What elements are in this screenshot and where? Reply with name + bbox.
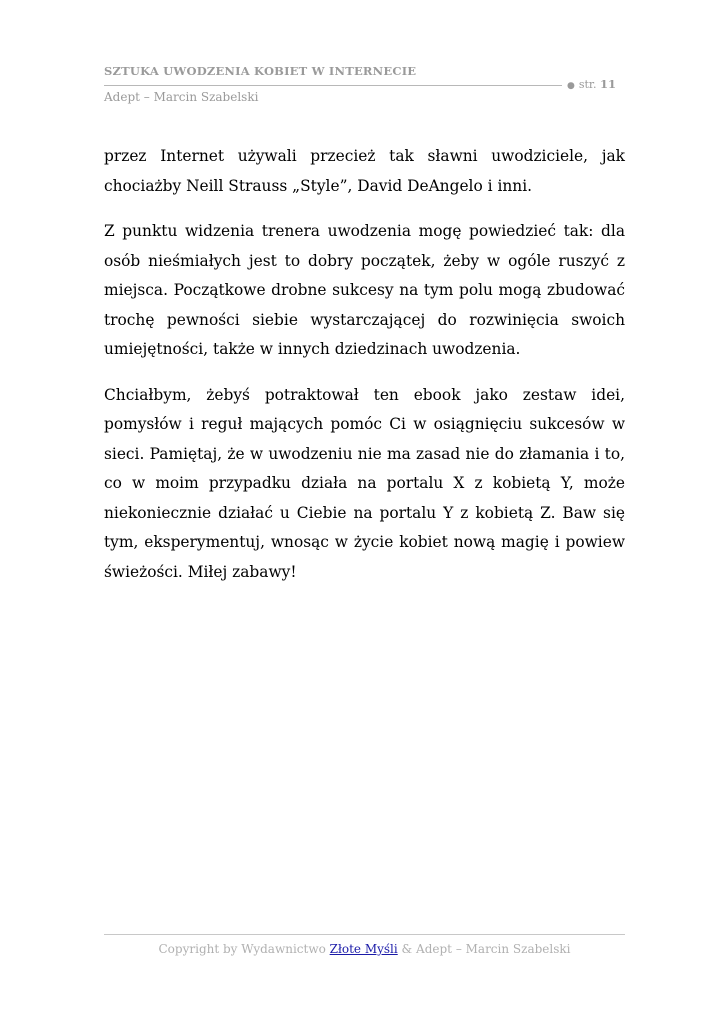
body-paragraph: Chciałbym, żebyś potraktował ten ebook jako zestaw idei, pomysłów i reguł mających pomóc Ci w osiągnięciu sukcesów w sieci. Pamiętaj, że w uwodzeniu nie ma zasad nie do złamania i to, co w moim przypadku działa na portalu X z kobietą Y, może niekoniecznie działać u Ciebie na portalu Y z kobietą Z. Baw się tym, eksperymentuj, wnosąc w życie kobiet nową magię i powiew świeżości. Miłej zabawy! [104, 385, 625, 581]
publisher-link[interactable]: Złote Myśli [329, 942, 398, 956]
header-divider [104, 85, 562, 86]
page-body [104, 142, 625, 603]
page-label: str. [578, 78, 597, 91]
page-footer [104, 942, 625, 956]
page-header [104, 64, 624, 114]
bullet-icon: ● [567, 81, 575, 91]
body-paragraph: przez Internet używali przecież tak sławni uwodziciele, jak chociażby Neill Strauss „Style”, David DeAngelo i inni. [104, 147, 625, 195]
book-title: SZTUKA UWODZENIA KOBIET W INTERNECIE [104, 64, 417, 78]
footer-divider [104, 934, 625, 935]
book-author: Adept – Marcin Szabelski [104, 90, 259, 104]
page-number-indicator [567, 77, 616, 91]
copyright-prefix: Copyright by Wydawnictwo [158, 942, 330, 956]
body-paragraph: Z punktu widzenia trenera uwodzenia mogę powiedzieć tak: dla osób nieśmiałych jest to dobry początek, żeby w ogóle ruszyć z miejsca. Początkowe drobne sukcesy na tym polu mogą zbudować trochę pewności siebie wystarczającej do rozwinięcia swoich umiejętności, także w innych dziedzinach uwodzenia. [104, 222, 625, 358]
page-number: 11 [599, 77, 616, 91]
copyright-suffix: & Adept – Marcin Szabelski [397, 942, 571, 956]
